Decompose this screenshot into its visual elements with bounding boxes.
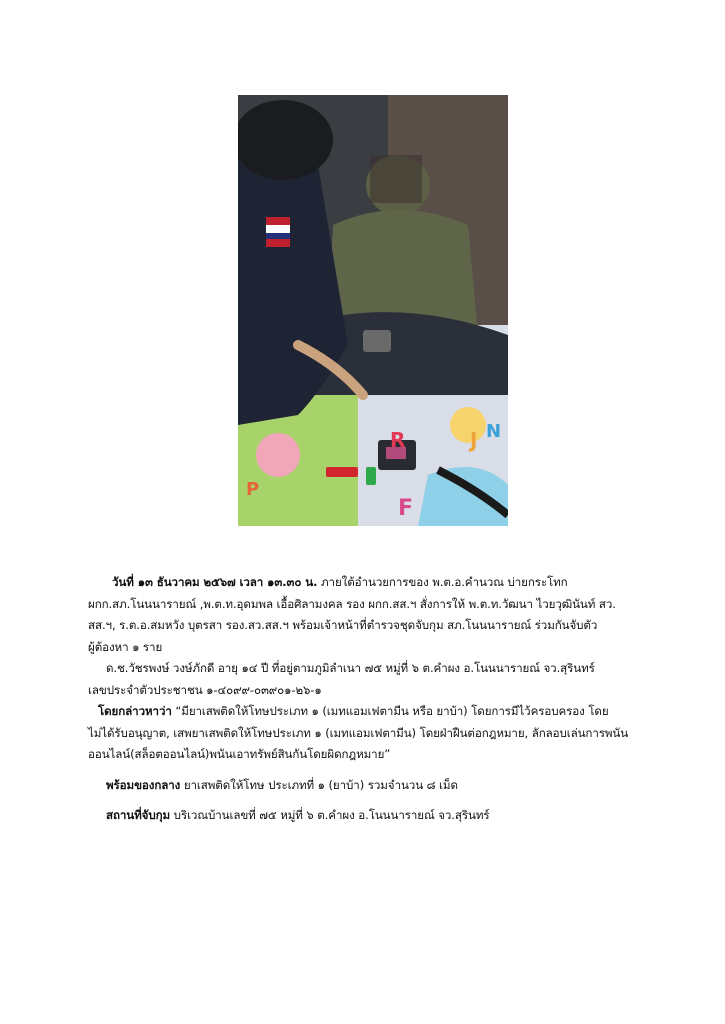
arrest-photo bbox=[238, 95, 508, 526]
tile-letter: N bbox=[486, 421, 502, 442]
tile-letter: P bbox=[246, 479, 260, 500]
charge-line: ไม่ได้รับอนุญาต, เสพยาเสพติดให้โทษประเภท ๑ (เมทแอมเฟตามีน) โดยฝ่าฝืนต่อกฎหมาย, ลักลอบเล่นการพนัน bbox=[88, 725, 629, 740]
report-date-time: วันที่ ๑๓ ธันวาคม ๒๕๖๗ เวลา ๑๓.๓๐ น. bbox=[112, 575, 318, 589]
evidence-line bbox=[88, 775, 660, 797]
evidence-text: ยาเสพติดให้โทษ ประเภทที่ ๑ (ยาบ้า) รวมจำนวน ๘ เม็ด bbox=[180, 777, 458, 792]
tile-letter: J bbox=[470, 428, 478, 452]
charge-text: “มียาเสพติดให้โทษประเภท ๑ (เมทแอมเฟตามีน หรือ ยาบ้า) โดยการมีไว้ครอบครอง โดย bbox=[171, 704, 609, 718]
id-number-line: เลขประจำตัวประชาชน ๑-๔๐๙๙-๐๓๙๐๑-๒๖-๑ bbox=[88, 682, 322, 697]
report-text-segment: ภายใต้อำนวยการของ พ.ต.อ.คำนวณ บ่ายกระโทก bbox=[317, 575, 568, 589]
report-line: ผู้ต้องหา ๑ ราย bbox=[88, 639, 163, 654]
charge-line: ออนไลน์(สล็อตออนไลน์)พนันเอาทรัพย์สินกันโดยผิดกฎหมาย” bbox=[88, 747, 391, 761]
evidence-label: พร้อมของกลาง bbox=[106, 777, 181, 792]
report-line: สส.ฯ, ร.ต.อ.สมหวัง บุตรสา รอง.สว.สส.ฯ พร้อมเจ้าหน้าที่ตำรวจชุดจับกุม สภ.โนนนารายณ์ ร่วมกันจับตัว bbox=[88, 618, 598, 632]
report-line bbox=[88, 572, 660, 594]
report-line: ผกก.สภ.โนนนารายณ์ ,พ.ต.ท.อุดมพล เอื้อศิลามงคล รอง ผกก.สส.ฯ สั่งการให้ พ.ต.ท.วัฒนา ไวยวุฒินันท์ สว. bbox=[88, 596, 616, 611]
tile-letter: R bbox=[390, 428, 406, 452]
report-text bbox=[88, 572, 660, 827]
place-line bbox=[88, 805, 660, 827]
suspect-line: ด.ช.วัชรพงษ์ วงษ์ภักดี อายุ ๑๔ ปี ที่อยู่ตามภูมิลำเนา ๗๕ หมู่ที่ ๖ ต.คำผง อ.โนนนารายณ์ จว.สุรินทร์ bbox=[106, 661, 595, 675]
place-label: สถานที่จับกุม bbox=[106, 808, 171, 822]
charge-label: โดยกล่าวหาว่า bbox=[98, 704, 172, 718]
charge-line bbox=[88, 701, 660, 723]
photo-icon bbox=[238, 95, 508, 526]
tile-letter: F bbox=[398, 496, 414, 521]
place-text: บริเวณบ้านเลขที่ ๗๕ หมู่ที่ ๖ ต.คำผง อ.โนนนารายณ์ จว.สุรินทร์ bbox=[170, 808, 490, 822]
